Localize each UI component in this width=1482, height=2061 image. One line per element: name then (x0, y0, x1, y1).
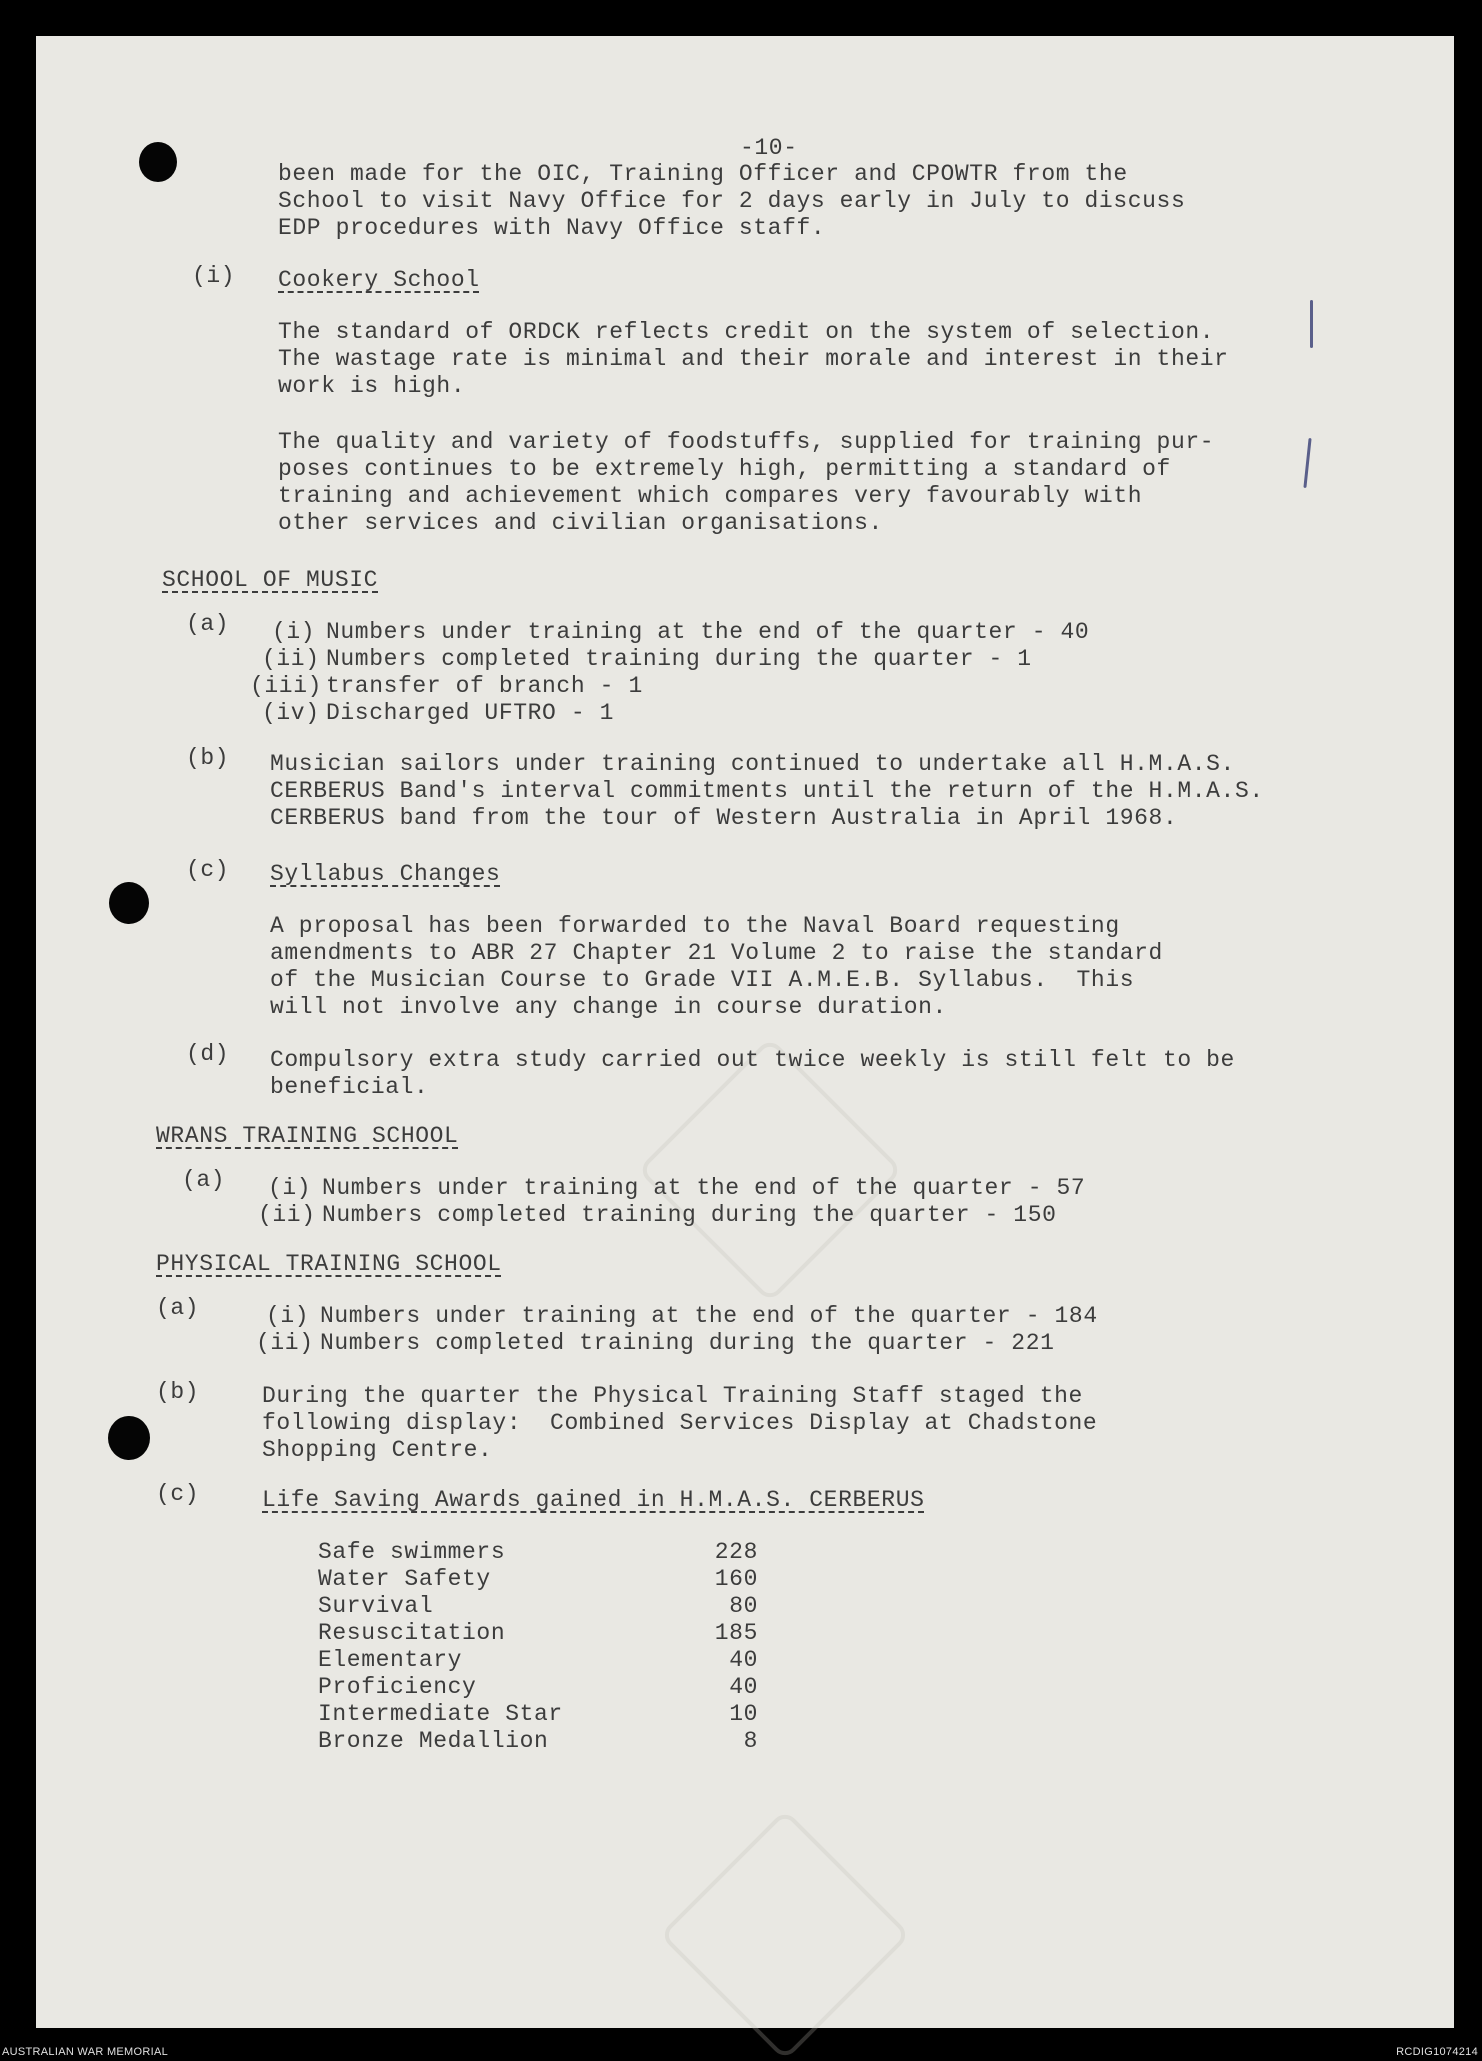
watermark-emblem-lower (659, 1809, 911, 2061)
award-count-1: 228 (714, 1539, 758, 1565)
pt-c-heading: Life Saving Awards gained in H.M.A.S. CERBERUS (262, 1487, 925, 1513)
watermark-emblem (637, 1037, 903, 1303)
pt-a-ii-text: Numbers completed training during the quarter - 221 (320, 1330, 1055, 1356)
cookery-para1-line-2: The wastage rate is minimal and their morale and interest in their (278, 346, 1229, 372)
music-d-label: (d) (186, 1041, 230, 1067)
page-number: -10- (740, 135, 798, 161)
award-count-5: 40 (729, 1647, 758, 1673)
wrans-heading: WRANS TRAINING SCHOOL (156, 1123, 459, 1149)
margin-mark-1 (1310, 300, 1313, 348)
award-name-8: Bronze Medallion (318, 1728, 549, 1754)
punch-hole-bottom (108, 1416, 150, 1460)
music-a-label: (a) (186, 611, 230, 637)
footer-archive-name: AUSTRALIAN WAR MEMORIAL (2, 2046, 169, 2058)
intro-line-3: EDP procedures with Navy Office staff. (278, 215, 826, 241)
music-b-label: (b) (186, 745, 230, 771)
award-count-3: 80 (729, 1593, 758, 1619)
music-a-iii-text: transfer of branch - 1 (326, 673, 643, 699)
wrans-a-i-num: (i) (268, 1175, 312, 1201)
music-a-i-text: Numbers under training at the end of the quarter - 40 (326, 619, 1090, 645)
award-count-4: 185 (714, 1620, 758, 1646)
intro-line-1: been made for the OIC, Training Officer and CPOWTR from the (278, 161, 1128, 187)
margin-mark-2 (1303, 438, 1311, 488)
wrans-a-ii-num: (ii) (258, 1202, 316, 1228)
music-c-label: (c) (186, 857, 230, 883)
cookery-para2-line-2: poses continues to be extremely high, permitting a standard of (278, 456, 1171, 482)
music-c-line-4: will not involve any change in course duration. (270, 994, 947, 1020)
award-name-3: Survival (318, 1593, 434, 1619)
cookery-para2-line-4: other services and civilian organisations. (278, 510, 883, 536)
cookery-para2-line-3: training and achievement which compares very favourably with (278, 483, 1143, 509)
music-heading: SCHOOL OF MUSIC (162, 567, 379, 593)
music-a-i-num: (i) (272, 619, 316, 645)
music-d-line-1: Compulsory extra study carried out twice weekly is still felt to be (270, 1047, 1235, 1073)
music-a-ii-text: Numbers completed training during the quarter - 1 (326, 646, 1032, 672)
cookery-heading: Cookery School (278, 267, 480, 293)
music-b-line-3: CERBERUS band from the tour of Western Australia in April 1968. (270, 805, 1178, 831)
music-c-line-3: of the Musician Course to Grade VII A.M.E.B. Syllabus. This (270, 967, 1135, 993)
award-name-6: Proficiency (318, 1674, 477, 1700)
music-c-line-2: amendments to ABR 27 Chapter 21 Volume 2 to raise the standard (270, 940, 1163, 966)
award-name-7: Intermediate Star (318, 1701, 563, 1727)
music-b-line-1: Musician sailors under training continued to undertake all H.M.A.S. (270, 751, 1235, 777)
cookery-para1-line-3: work is high. (278, 373, 466, 399)
award-count-7: 10 (729, 1701, 758, 1727)
award-name-1: Safe swimmers (318, 1539, 506, 1565)
pt-b-line-2: following display: Combined Services Display at Chadstone (262, 1410, 1098, 1436)
award-count-2: 160 (714, 1566, 758, 1592)
music-b-line-2: CERBERUS Band's interval commitments until the return of the H.M.A.S. (270, 778, 1264, 804)
award-name-5: Elementary (318, 1647, 463, 1673)
footer-record-id: RCDIG1074214 (1396, 2046, 1478, 2058)
wrans-a-ii-text: Numbers completed training during the quarter - 150 (322, 1202, 1057, 1228)
pt-a-label: (a) (156, 1295, 200, 1321)
pt-a-ii-num: (ii) (256, 1330, 314, 1356)
music-a-iv-num: (iv) (262, 700, 320, 726)
cookery-label: (i) (192, 263, 236, 289)
music-d-line-2: beneficial. (270, 1074, 429, 1100)
pt-b-line-1: During the quarter the Physical Training Staff staged the (262, 1383, 1083, 1409)
pt-heading: PHYSICAL TRAINING SCHOOL (156, 1251, 502, 1277)
award-count-6: 40 (729, 1674, 758, 1700)
intro-line-2: School to visit Navy Office for 2 days early in July to discuss (278, 188, 1186, 214)
music-c-line-1: A proposal has been forwarded to the Naval Board requesting (270, 913, 1120, 939)
wrans-a-i-text: Numbers under training at the end of the quarter - 57 (322, 1175, 1086, 1201)
music-a-ii-num: (ii) (262, 646, 320, 672)
music-a-iv-text: Discharged UFTRO - 1 (326, 700, 615, 726)
pt-b-label: (b) (156, 1379, 200, 1405)
cookery-para2-line-1: The quality and variety of foodstuffs, supplied for training pur- (278, 429, 1215, 455)
punch-hole-middle (109, 882, 149, 924)
pt-b-line-3: Shopping Centre. (262, 1437, 493, 1463)
pt-a-i-text: Numbers under training at the end of the quarter - 184 (320, 1303, 1098, 1329)
music-c-heading: Syllabus Changes (270, 861, 501, 887)
award-count-8: 8 (743, 1728, 758, 1754)
document-page (36, 36, 1454, 2028)
award-name-2: Water Safety (318, 1566, 491, 1592)
pt-a-i-num: (i) (266, 1303, 310, 1329)
punch-hole-top (139, 142, 177, 182)
wrans-a-label: (a) (182, 1167, 226, 1193)
music-a-iii-num: (iii) (250, 673, 323, 699)
award-name-4: Resuscitation (318, 1620, 506, 1646)
pt-c-label: (c) (156, 1481, 200, 1507)
cookery-para1-line-1: The standard of ORDCK reflects credit on the system of selection. (278, 319, 1215, 345)
